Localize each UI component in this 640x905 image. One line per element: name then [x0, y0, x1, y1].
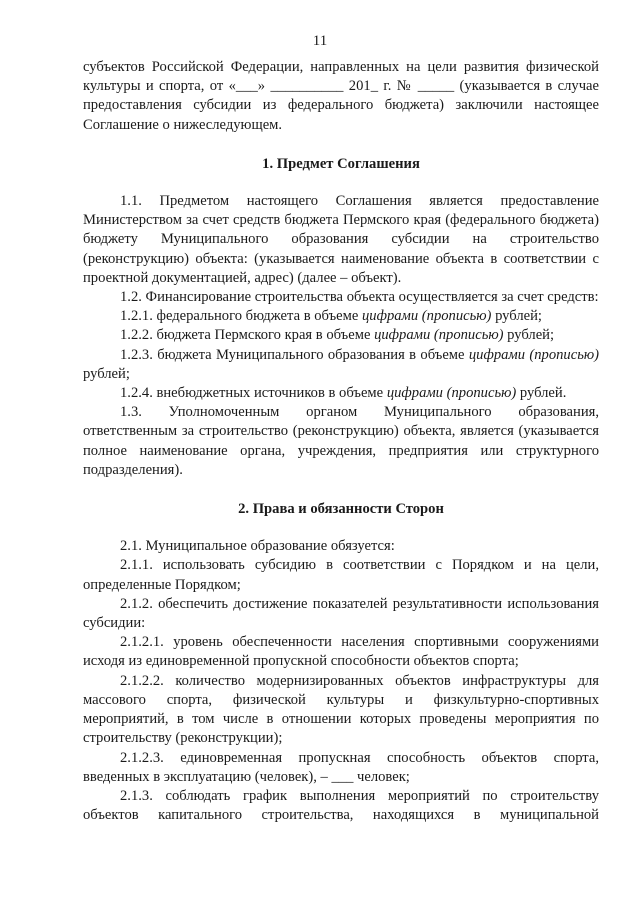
clause-2-1-2-2: 2.1.2.2. количество модернизированных объектов инфраструктуры для массового спорта, физической культуры и физкультурно-спортивных мероприятий, в том числе в отношении которых проведены мероприятия по строительству (реконструкции); [83, 672, 599, 747]
clause-1-2-3-text: 1.2.3. бюджета Муниципального образования в объеме [120, 346, 469, 363]
section-2-heading: 2. Права и обязанности Сторон [238, 501, 444, 518]
clause-2-1-2: 2.1.2. обеспечить достижение показателей результативности использования субсидии: [83, 595, 599, 632]
clause-1-2-1-placeholder: цифрами (прописью) [362, 308, 492, 325]
clause-1-2-2 [83, 326, 599, 345]
clause-1-2-3-placeholder: цифрами (прописью) [468, 346, 600, 363]
clause-1-2-4-text: 1.2.4. внебюджетных источников в объеме [120, 385, 387, 402]
clause-1-2-1 [83, 307, 599, 326]
clause-1-2: 1.2. Финансирование строительства объекта осуществляется за счет средств: [120, 289, 599, 306]
clause-1-2-4 [83, 384, 599, 403]
clause-1-2-3-unit: рублей; [83, 365, 130, 382]
section-1-heading: 1. Предмет Соглашения [262, 155, 420, 172]
clause-2-1: 2.1. Муниципальное образование обязуется: [120, 538, 395, 555]
clause-1-2-1-text: 1.2.1. федерального бюджета в объеме [120, 308, 362, 325]
clause-2-1-2-1: 2.1.2.1. уровень обеспеченности населения спортивными сооружениями исходя из единовременной пропускной способности объектов спорта; [83, 634, 599, 670]
clause-1-3: 1.3. Уполномоченным органом Муниципального образования, ответственным за строительство (реконструкцию) объекта, является (указывается полное наименование органа, учреждения, предприятия или структурного подразделения). [83, 404, 599, 478]
clause-1-2-1-unit: рублей; [491, 308, 542, 325]
clause-1-2-4-placeholder: цифрами (прописью) [386, 385, 517, 402]
clause-1-2-2-unit: рублей; [503, 327, 555, 344]
clause-1-2-4-unit: рублей. [516, 385, 567, 402]
clause-1-2-3 [83, 346, 599, 384]
page-number: 11 [312, 33, 328, 49]
document-body [83, 58, 599, 825]
clause-2-1-2-3: 2.1.2.3. единовременная пропускная способность объектов спорта, введенных в эксплуатацию (человек), – ___ человек; [83, 749, 599, 785]
clause-2-1-3: 2.1.3. соблюдать график выполнения мероприятий по строительству объектов капитального строительства, находящихся в муниципальной [83, 787, 599, 824]
clause-2-1-1: 2.1.1. использовать субсидию в соответствии с Порядком и на цели, определенные Порядком; [83, 557, 599, 593]
clause-1-2-2-placeholder: цифрами (прописью) [374, 327, 504, 344]
intro-paragraph: субъектов Российской Федерации, направленных на цели развития физической культуры и спорта, от «___» __________ 201_ г. № _____ (указывается в случае предоставления субсидии из федерального бюджета) заключили настоящее Соглашение о нижеследующем. [83, 59, 599, 133]
clause-1-1: 1.1. Предметом настоящего Соглашения является предоставление Министерством за счет средств бюджета Пермского края (федерального бюджета) бюджету Муниципального образования субсидии на строительство (реконструкцию) объекта: (указывается наименование объекта в соответствии с проектной документацией, адрес) (далее – объект). [83, 193, 599, 286]
clause-1-2-2-text: 1.2.2. бюджета Пермского края в объеме [120, 327, 375, 344]
